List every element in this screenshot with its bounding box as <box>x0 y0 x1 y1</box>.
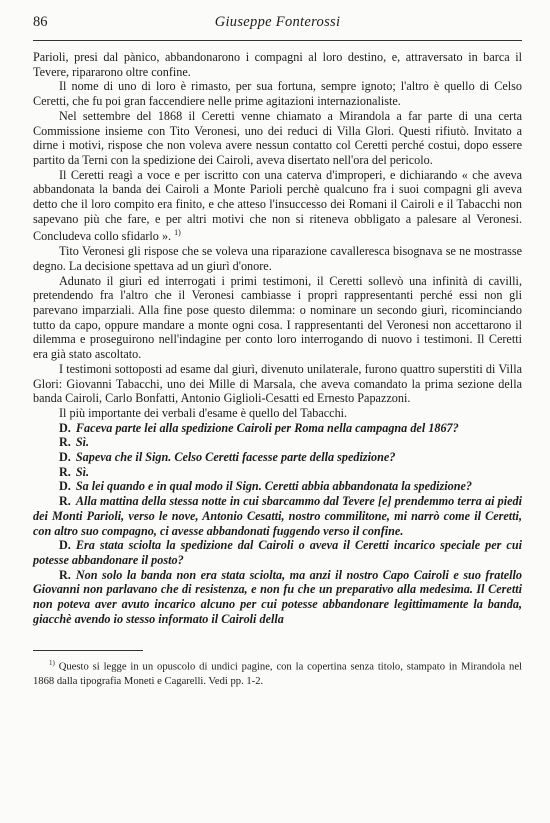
paragraph: I testimoni sottoposti ad esame dal giurì, divenuto unilaterale, furono quattro superstiti di Villa Glori: Giovanni Tabacchi, uno dei Mille di Marsala, che aveva comandato la prima sezione della banda Cairoli, Carlo Bonfatti, Antonio Giglioli-Cesatti ed Ernesto Papazzoni. <box>33 361 522 406</box>
interview-tag: R. <box>59 567 71 582</box>
interview-text: Sì. <box>75 435 90 450</box>
body-text <box>33 50 522 626</box>
footnote-rule <box>33 650 143 651</box>
page-number: 86 <box>33 14 48 30</box>
footnote-reference: 1) <box>174 228 181 238</box>
interview-tag: R. <box>59 435 71 450</box>
interview-line <box>33 494 522 538</box>
interview-tag: R. <box>59 464 71 479</box>
interview-line <box>33 435 522 450</box>
interview-text: Sa lei quando e in qual modo il Sign. Ceretti abbia abbandonata la spedizione? <box>75 479 473 494</box>
paragraph <box>33 168 522 245</box>
header-rule <box>33 40 522 41</box>
interview-text: Non solo la banda non era stata sciolta, ma anzi il nostro Capo Cairoli e suo fratello Giovanni non parlavano che di resistenza, e non fu che un preparativo alla medesima. Il Ceretti non poteva aver avuto incarico alcuno per cui potesse abbandonare legittimamente la banda, giacchè avendo io stesso informato il Cairoli della <box>33 567 522 626</box>
interview-tag: D. <box>59 450 71 465</box>
interview-tag: R. <box>59 494 71 509</box>
interview-tag: D. <box>59 420 71 435</box>
paragraph: Tito Veronesi gli rispose che se voleva una riparazione cavalleresca bisognava se ne mostrasse degno. La decisione spettava ad un giurì d'onore. <box>33 244 522 273</box>
footnote <box>33 657 522 688</box>
paragraph: Adunato il giurì ed interrogati i primi testimoni, il Ceretti sollevò una infinità di cavilli, pretendendo fra l'altro che il Veronesi cambiasse i propri rappresentanti perché essi non gli parevano imparziali. Alla fine pose questo dilemma: o nominare un secondo giurì, ricominciando tutto da capo, oppure mandare a monte ogni cosa. I rappresentanti del Veronesi non accettarono il dilemma e proseguirono nell'indagine per conto loro interrogando di nuovo i testimoni. Il Ceretti era già stato ascoltato. <box>33 273 522 362</box>
paragraph: Il più importante dei verbali d'esame è quello del Tabacchi. <box>59 405 348 420</box>
paragraph: Parioli, presi dal pànico, abbandonarono i compagni al loro destino, e, attraversato in barca il Tevere, ripararono oltre confine. <box>33 50 522 79</box>
interview-line <box>33 465 522 480</box>
interview-line <box>33 568 522 627</box>
interview-line <box>33 479 522 494</box>
interview-text: Alla mattina della stessa notte in cui sbarcammo dal Tevere [e] prendemmo terra ai piedi dei Monti Parioli, verso le nove, Antonio Cesatti, nostro commilitone, mi narrò come il Ceretti, con altro suo compagno, ci avesse abbandonati fuggendo verso il confine. <box>33 494 522 538</box>
footnote-marker: 1) <box>49 659 55 668</box>
paragraph: Nel settembre del 1868 il Ceretti venne chiamato a Mirandola a far parte di una certa Commissione insieme con Tito Veronesi, uno dei reduci di Villa Glori. Questi rifiutò. Invitato a dirne i motivi, rispose che non voleva avere nessun contatto col Ceretti perché costui, dopo essere partito da Terni con la spedizione dei Cairoli, aveva disertato nell'ora del pericolo. <box>33 108 522 167</box>
interview-line <box>33 421 522 436</box>
page-header <box>33 14 522 34</box>
interview-text: Faceva parte lei alla spedizione Cairoli per Roma nella campagna del 1867? <box>75 420 459 435</box>
interview-line <box>33 538 522 567</box>
paragraph: Il nome di uno di loro è rimasto, per sua fortuna, sempre ignoto; l'altro è quello di Celso Ceretti, che fu poi gran faccendiere nelle prime agitazioni internazionaliste. <box>33 79 522 109</box>
interview-text: Era stata sciolta la spedizione dal Cairoli o aveva il Ceretti incarico speciale per cui potesse abbandonare il posto? <box>33 538 522 567</box>
interview-tag: D. <box>59 479 71 494</box>
running-title: Giuseppe Fonterossi <box>214 14 341 30</box>
interview-line <box>33 450 522 465</box>
paragraph-text: Il Ceretti reagì a voce e per iscritto con una caterva d'improperi, e dichiarando « che aveva abbandonata la banda dei Cairoli a Monte Parioli perchè qualcuno fra i suoi compagni gli aveva detto che il loro compito era finito, e che atteso l'insuccesso dei Romani il Cairoli e il Tabacchi non sapevano più che fare, e per altri motivi che non si riteneva obbligato a palesare al Veronesi. Concludeva collo sfidarlo ». <box>33 167 522 244</box>
interview-text: Sapeva che il Sign. Celso Ceretti facesse parte della spedizione? <box>75 450 396 465</box>
interview-text: Sì. <box>75 464 90 479</box>
interview-tag: D. <box>59 538 71 553</box>
footnote-text: Questo si legge in un opuscolo di undici pagine, con la copertina senza titolo, stampato in Mirandola nel 1868 dalla tipografia Moneti e Cagarelli. Vedi pp. 1-2. <box>33 662 522 687</box>
